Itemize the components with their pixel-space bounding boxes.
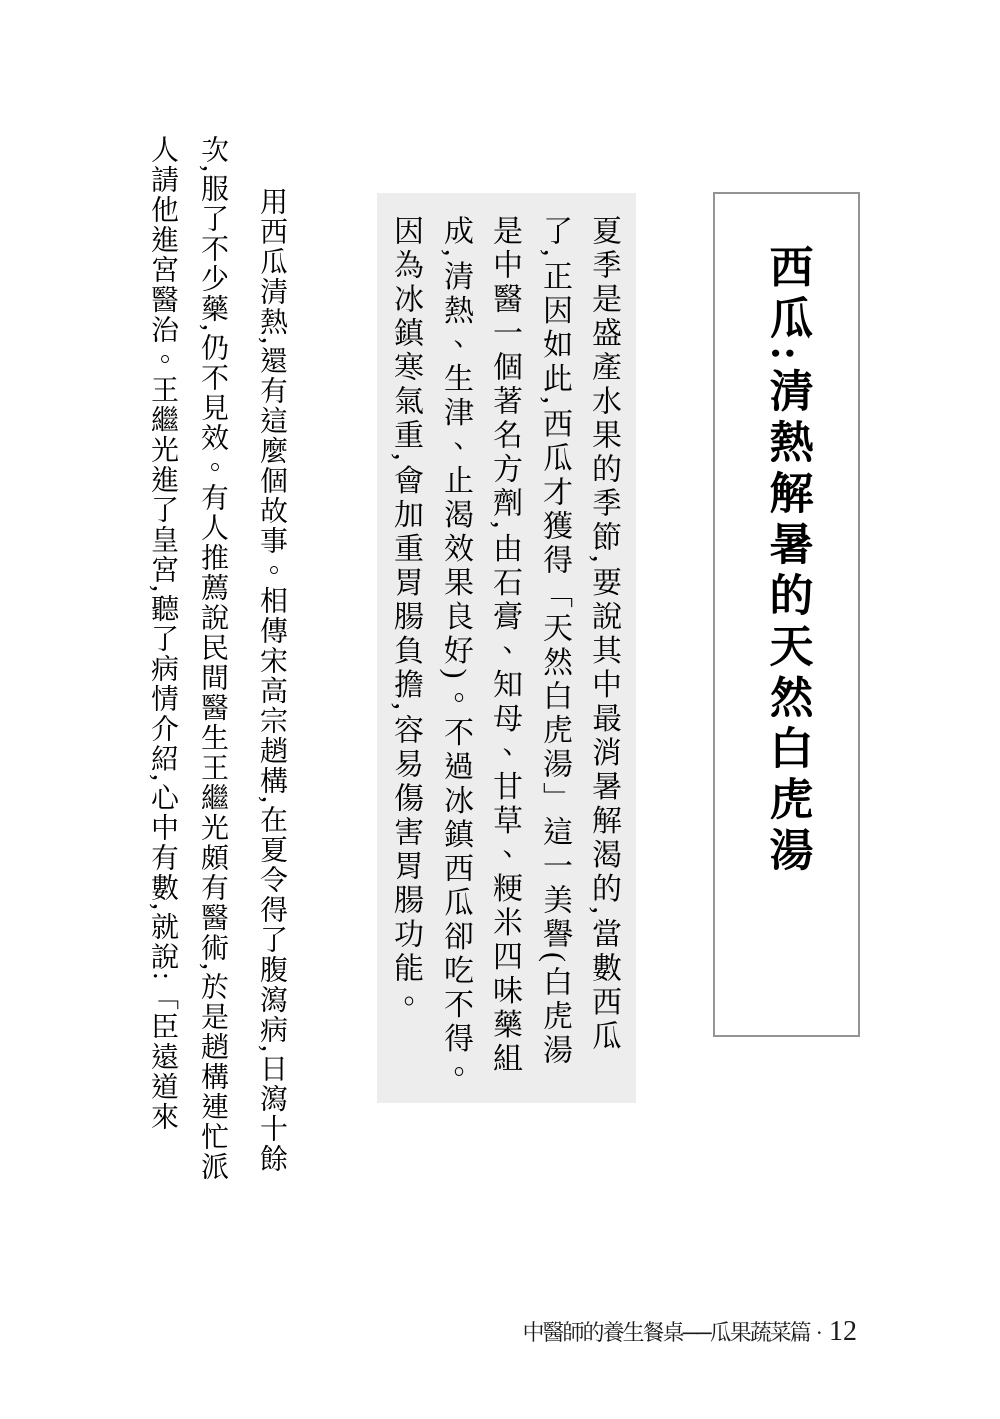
intro-column: 因為冰鎮寒氣重,會加重胃腸負擔,容易傷害胃腸功能。 xyxy=(389,215,422,1020)
footer-dash: ── xyxy=(682,1320,710,1345)
story-column: 人請他進宮醫治。王繼光進了皇宮,聽了病情介紹,心中有數,就說:「臣遠道來 xyxy=(147,135,178,1132)
footer-book-title: 中醫師的養生餐桌 xyxy=(522,1320,683,1345)
intro-column: 成,清熱、生津、止渴效果良好)。不過冰鎮西瓜卻吃不得。 xyxy=(439,215,472,1091)
page-number: 12 xyxy=(829,1316,857,1347)
intro-highlight-box xyxy=(377,193,636,1103)
story-column: 用西瓜清熱,還有這麼個故事。相傳宋高宗趙構,在夏令得了腹瀉病,日瀉十餘 xyxy=(256,187,287,1174)
intro-column: 夏季是盛產水果的季節,要說其中最消暑解渴的,當數西瓜 xyxy=(587,215,620,1054)
intro-column: 了,正因如此,西瓜才獲得「天然白虎湯」這一美譽(白虎湯 xyxy=(538,215,571,1068)
story-column: 次,服了不少藥,仍不見效。有人推薦說民間醫生王繼光頗有醫術,於是趙構連忙派 xyxy=(197,135,228,1182)
footer-separator: · xyxy=(815,1320,823,1345)
chapter-title: 西瓜:清熱解暑的天然白虎湯 xyxy=(762,244,812,878)
page-footer xyxy=(522,1316,857,1348)
intro-column: 是中醫一個著名方劑,由石膏、知母、甘草、粳米四味藥組 xyxy=(488,215,521,1077)
chapter-title-box xyxy=(713,192,860,1037)
footer-section: 瓜果蔬菜篇 xyxy=(709,1320,810,1345)
